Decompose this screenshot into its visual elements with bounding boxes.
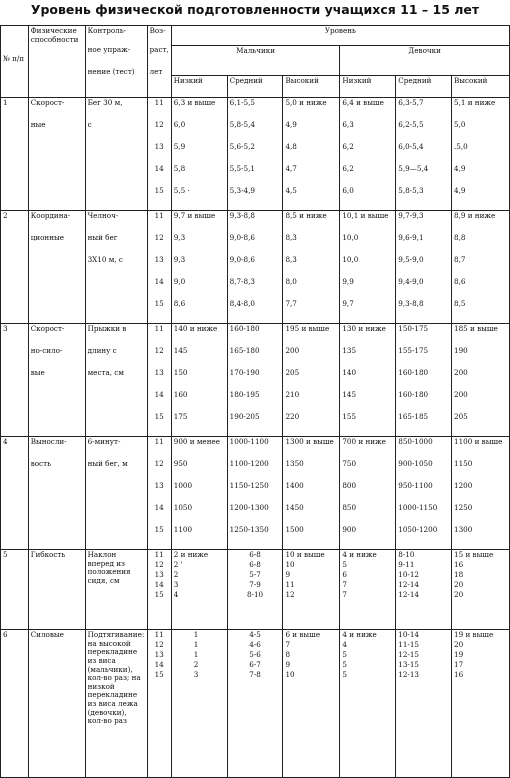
row-ability: Скорост- но-сило- вые bbox=[28, 324, 85, 437]
row-ages: 11 12 13 14 15 bbox=[147, 437, 171, 550]
header-num: № п/п bbox=[1, 26, 29, 98]
row-ages: 11 12 13 14 15 bbox=[147, 324, 171, 437]
header-girls-high: Высокий bbox=[452, 76, 510, 98]
row-ability: Скорост- ные bbox=[28, 98, 85, 211]
header-test: Контроль- ное упраж- нение (тест) bbox=[85, 26, 147, 98]
header-boys-low: Низкий bbox=[171, 76, 227, 98]
row-girls-mid: 150-175 155-175 160-180 160-180 165-185 bbox=[396, 324, 452, 437]
table-row bbox=[1, 324, 510, 437]
fitness-table bbox=[0, 25, 510, 778]
table-row bbox=[1, 98, 510, 211]
row-ability: Выносли- вость bbox=[28, 437, 85, 550]
row-girls-mid: 9,7-9,3 9,6-9,1 9,5-9,0 9,4-9,0 9,3-8,8 bbox=[396, 211, 452, 324]
row-boys-mid: 9,3-8,8 9,0-8,6 9,0-8,6 8,7-8,3 8,4-8,0 bbox=[227, 211, 283, 324]
row-girls-low: 6,4 и выше 6,3 6,2 6,2 6,0 bbox=[340, 98, 396, 211]
row-num: 5 bbox=[1, 550, 29, 630]
row-boys-mid: 1000-1100 1100-1200 1150-1250 1200-1300 1250-1350 bbox=[227, 437, 283, 550]
row-boys-low: 900 и менее 950 1000 1050 1100 bbox=[171, 437, 227, 550]
row-boys-high: 8,5 и ниже 8,3 8,3 8,0 7,7 bbox=[283, 211, 340, 324]
row-girls-low: 4 и ниже 4 5 5 5 bbox=[340, 630, 396, 778]
header-age: Воз- раст, лет bbox=[147, 26, 171, 98]
row-girls-low: 700 и ниже 750 800 850 900 bbox=[340, 437, 396, 550]
row-girls-low: 10,1 и выше 10,0 10,0 9,9 9,7 bbox=[340, 211, 396, 324]
row-test: Прыжки в длину с места, см bbox=[85, 324, 147, 437]
table-row bbox=[1, 211, 510, 324]
table-row bbox=[1, 630, 510, 778]
row-ages: 11 12 13 14 15 bbox=[147, 98, 171, 211]
row-girls-mid: 10-14 11-15 12-15 13-15 12-13 bbox=[396, 630, 452, 778]
header-ability: Физические способности bbox=[28, 26, 85, 98]
row-boys-low: 9,7 и выше 9,3 9,3 9,0 8,6 bbox=[171, 211, 227, 324]
header-girls-low: Низкий bbox=[340, 76, 396, 98]
row-test: 6-минут- ный бег, м bbox=[85, 437, 147, 550]
row-ages: 11 12 13 14 15 bbox=[147, 630, 171, 778]
row-num: 4 bbox=[1, 437, 29, 550]
row-girls-mid: 8-10 9-11 10-12 12-14 12-14 bbox=[396, 550, 452, 630]
row-boys-mid: 160-180 165-180 170-190 180-195 190-205 bbox=[227, 324, 283, 437]
row-girls-mid: 850-1000 900-1050 950-1100 1000-1150 1050-1200 bbox=[396, 437, 452, 550]
row-num: 1 bbox=[1, 98, 29, 211]
row-girls-mid: 6,3-5,7 6,2-5,5 6,0-5,4 5,9—5,4 5,8-5,3 bbox=[396, 98, 452, 211]
row-boys-low: 6,3 и выше 6,0 5,9 5,8 5,5 · bbox=[171, 98, 227, 211]
row-girls-high: 15 и выше 16 18 20 20 bbox=[452, 550, 510, 630]
row-test: Наклон вперед из положения сидя, см bbox=[85, 550, 147, 630]
row-boys-low: 1 1 1 2 3 bbox=[171, 630, 227, 778]
row-boys-high: 6 и выше 7 8 9 10 bbox=[283, 630, 340, 778]
row-boys-high: 195 и выше 200 205 210 220 bbox=[283, 324, 340, 437]
row-girls-high: 8,9 и ниже 8,8 8,7 8,6 8,5 bbox=[452, 211, 510, 324]
header-boys-mid: Средний bbox=[227, 76, 283, 98]
row-num: 6 bbox=[1, 630, 29, 778]
table-row bbox=[1, 550, 510, 630]
row-boys-mid: 6-8 6-8 5-7 7-9 8-10 bbox=[227, 550, 283, 630]
header-boys: Мальчики bbox=[171, 46, 340, 76]
header-boys-high: Высокий bbox=[283, 76, 340, 98]
row-girls-low: 130 и ниже 135 140 145 155 bbox=[340, 324, 396, 437]
row-girls-high: 5,1 и ниже 5,0 .5,0 4,9 4,9 bbox=[452, 98, 510, 211]
row-girls-high: 185 и выше 190 200 200 205 bbox=[452, 324, 510, 437]
row-test: Подтягивание: на высокой перекладине из виса (мальчики), кол-во раз; на низкой перекладине из виса лежа (девочки), кол-во раз bbox=[85, 630, 147, 778]
row-girls-high: 1100 и выше 1150 1200 1250 1300 bbox=[452, 437, 510, 550]
row-ages: 11 12 13 14 15 bbox=[147, 211, 171, 324]
row-ability: Координа- ционные bbox=[28, 211, 85, 324]
row-boys-low: 140 и ниже 145 150 160 175 bbox=[171, 324, 227, 437]
header-level: Уровень bbox=[171, 26, 509, 46]
row-girls-high: 19 и выше 20 19 17 16 bbox=[452, 630, 510, 778]
row-boys-mid: 6,1-5,5 5,8-5,4 5,6-5,2 5,5-5,1 5,3-4,9 bbox=[227, 98, 283, 211]
row-boys-low: 2 и ниже 2 ' 2 3 4 bbox=[171, 550, 227, 630]
row-test: Челноч- ный бег 3Х10 м, с bbox=[85, 211, 147, 324]
row-boys-high: 5,0 и ниже 4,9 4,8 4,7 4,5 bbox=[283, 98, 340, 211]
header-girls-mid: Средний bbox=[396, 76, 452, 98]
row-ages: 11 12 13 14 15 bbox=[147, 550, 171, 630]
row-test: Бег 30 м, с bbox=[85, 98, 147, 211]
table-row bbox=[1, 437, 510, 550]
row-num: 2 bbox=[1, 211, 29, 324]
row-ability: Силовые bbox=[28, 630, 85, 778]
row-ability: Гибкость bbox=[28, 550, 85, 630]
row-num: 3 bbox=[1, 324, 29, 437]
row-boys-high: 10 и выше 10 9 11 12 bbox=[283, 550, 340, 630]
header-girls: Девочки bbox=[340, 46, 510, 76]
row-boys-high: 1300 и выше 1350 1400 1450 1500 bbox=[283, 437, 340, 550]
page-title: Уровень физической подготовленности учащихся 11 – 15 лет bbox=[30, 2, 480, 17]
row-girls-low: 4 и ниже 5 6 7 7 bbox=[340, 550, 396, 630]
row-boys-mid: 4-5 4-6 5-6 6-7 7-8 bbox=[227, 630, 283, 778]
